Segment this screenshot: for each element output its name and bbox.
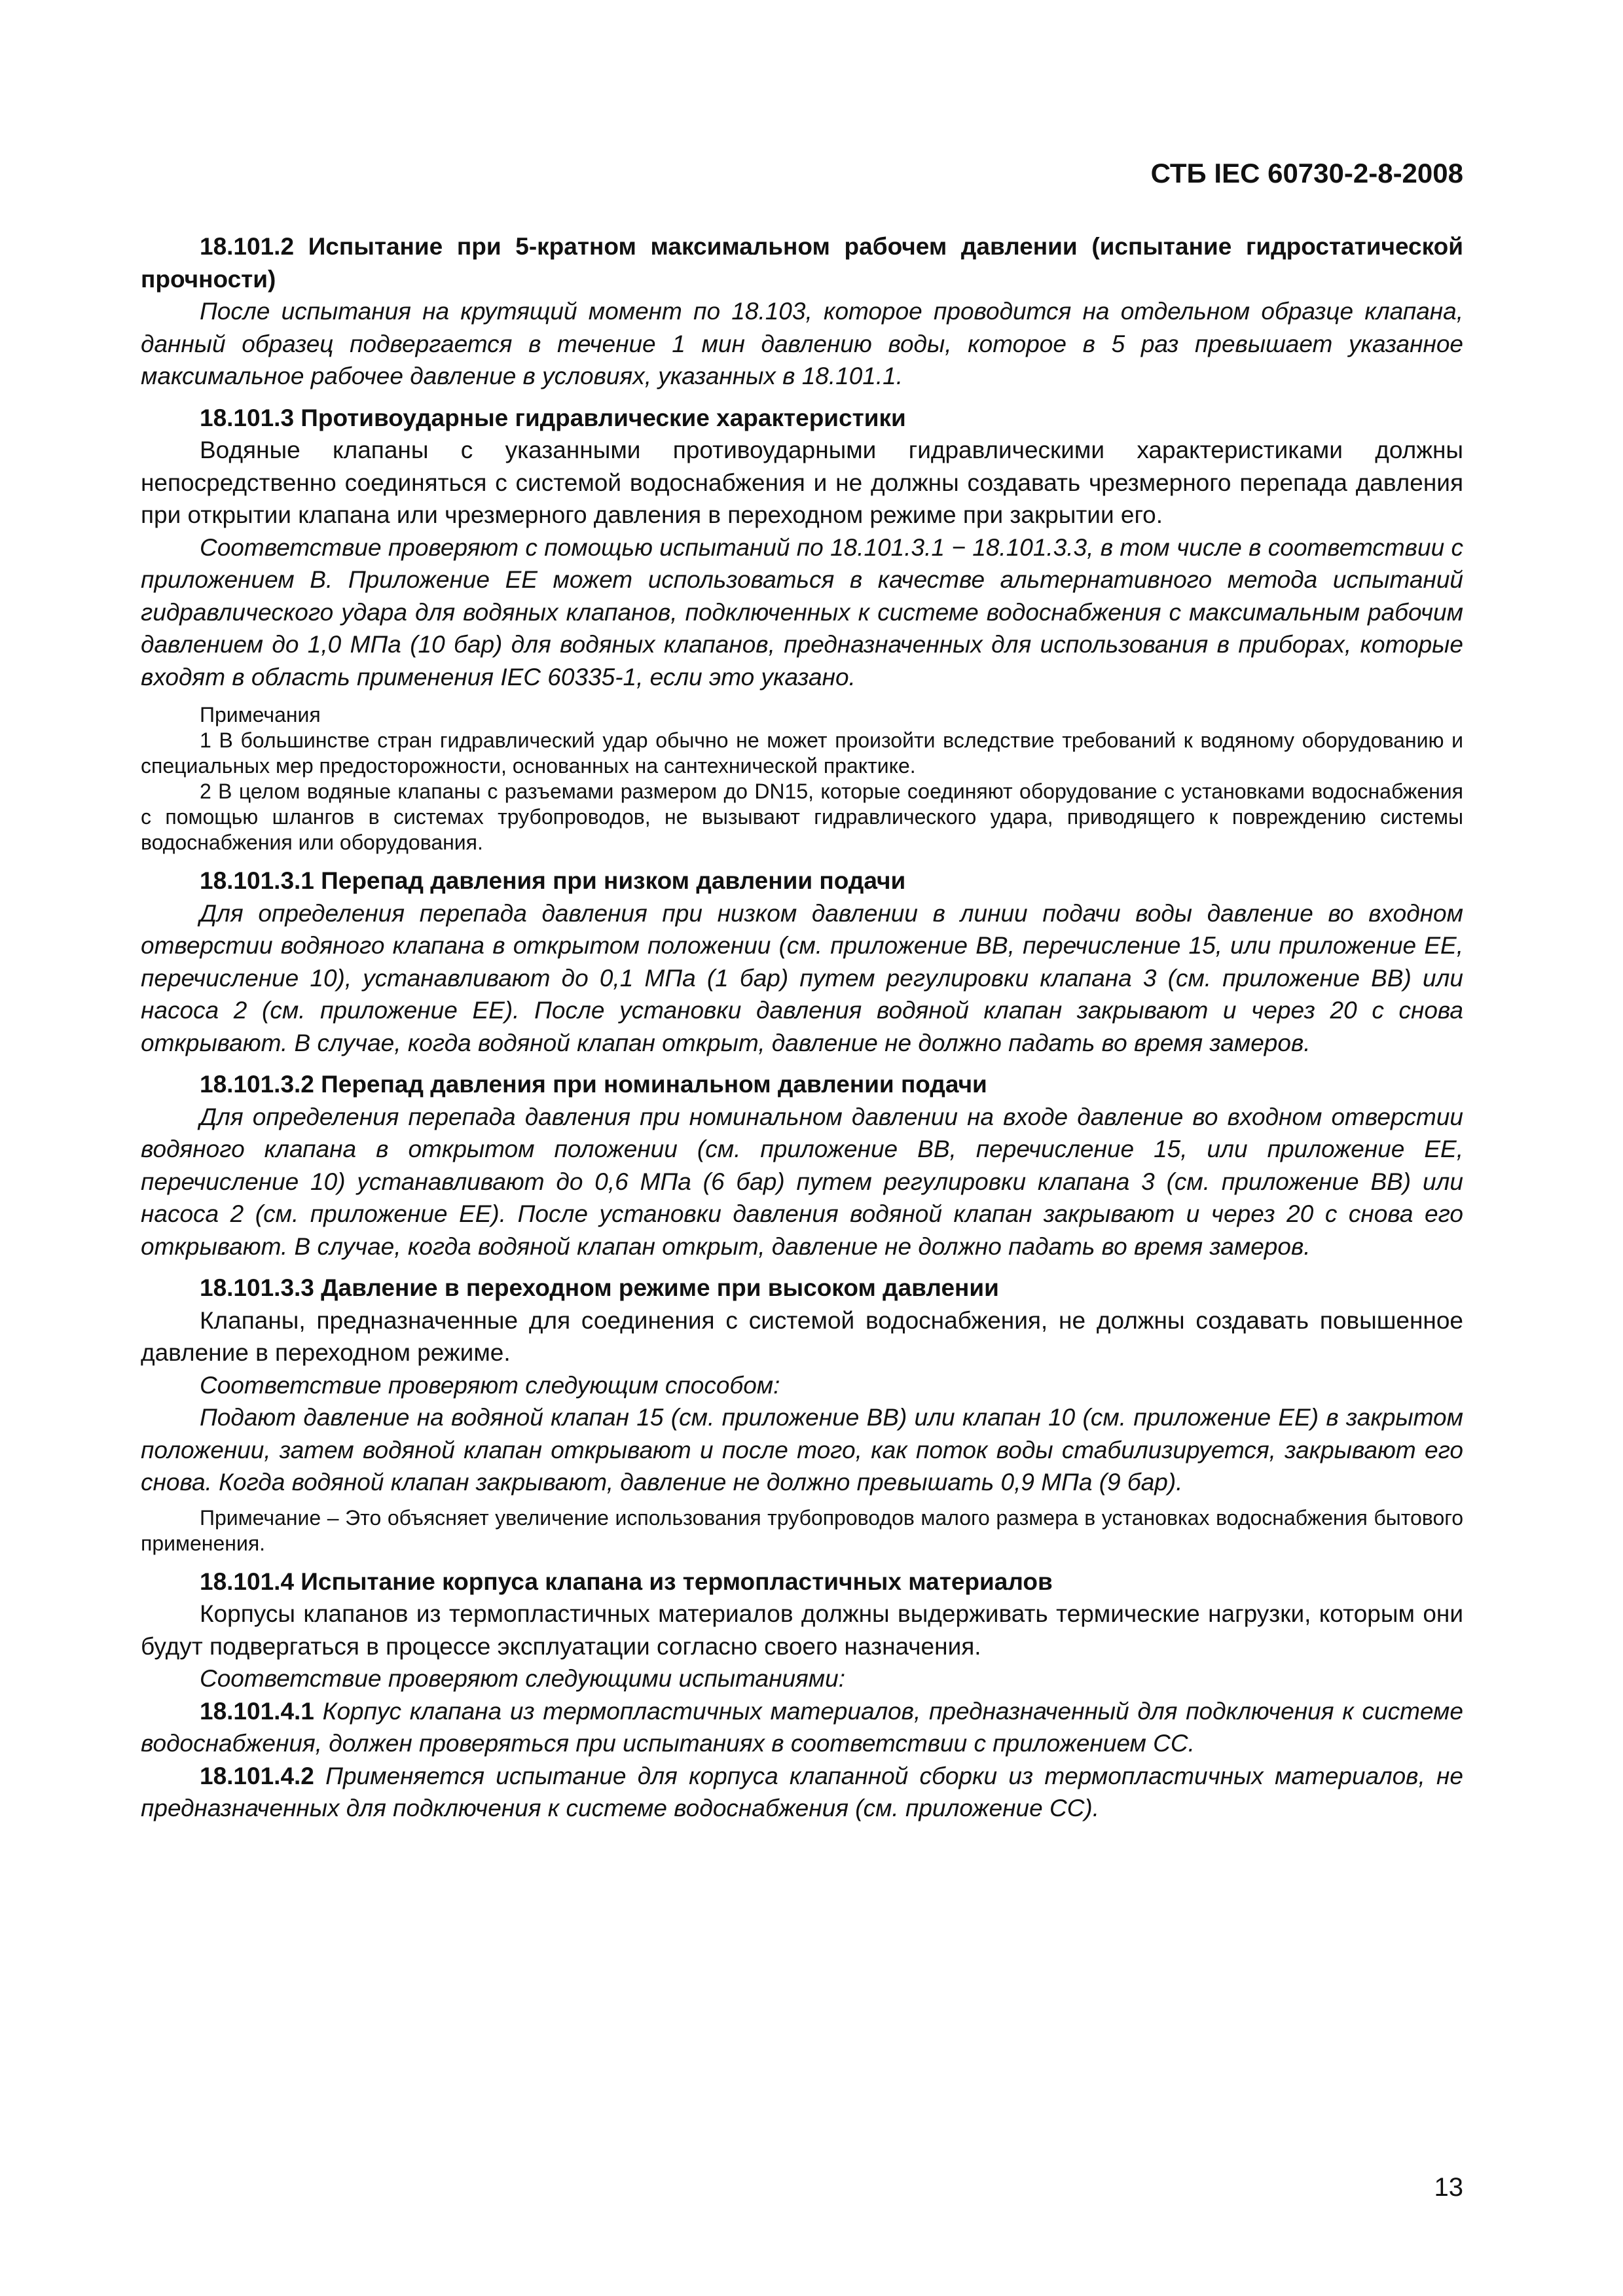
paragraph: Для определения перепада давления при номинальном давлении на входе давление во входном отверстии водяного клапана в открытом положении (см. приложение ВВ, перечисление 15, или приложение ЕЕ, перечисление 10) устанавливают до 0,6 МПа (6 бар) путем регулировки клапана 3 (см. приложение ВВ) или насоса 2 (см. приложение ЕЕ). После установки давления водяной клапан закрывают и через 20 с снова его открывают. В случае, когда водяной клапан открыт, давление не должно падать во время замеров. bbox=[141, 1103, 1463, 1260]
section-heading-18-101-2: 18.101.2 Испытание при 5-кратном максимальном рабочем давлении (испытание гидростатической прочности) bbox=[141, 233, 1463, 293]
section-heading-18-101-4: 18.101.4 Испытание корпуса клапана из термопластичных материалов bbox=[200, 1568, 1053, 1595]
paragraph: Для определения перепада давления при низком давлении в линии подачи воды давление во входном отверстии водяного клапана в открытом положении (см. приложение ВВ, перечисление 15, или приложение ЕЕ, перечисление 10), устанавливают до 0,1 МПа (1 бар) путем регулировки клапана 3 (см. приложение ВВ) или насоса 2 (см. приложение ЕЕ). После установки давления водяной клапан закрывают и через 20 с снова открывают. В случае, когда водяной клапан открыт, давление не должно падать во время замеров. bbox=[141, 899, 1463, 1056]
note-1: 1 В большинстве стран гидравлический удар обычно не может произойти вследствие требований к водяному оборудованию и специальных мер предосторожности, основанных на сантехнической практике. bbox=[141, 728, 1463, 778]
document-page bbox=[141, 0, 1463, 2296]
section-heading-18-101-3: 18.101.3 Противоударные гидравлические характеристики bbox=[200, 404, 906, 431]
paragraph: Соответствие проверяют с помощью испытаний по 18.101.3.1 − 18.101.3.3, в том числе в соответствии с приложением В. Приложение ЕЕ может использоваться в качестве альтернативного метода испытаний гидравлического удара для водяных клапанов, подключенных к системе водоснабжения с максимальным рабочим давлением до 1,0 МПа (10 бар) для водяных клапанов, предназначенных для использования в приборах, которые входят в область применения IEC 60335-1, если это указано. bbox=[141, 533, 1463, 691]
page-content bbox=[141, 230, 1463, 1825]
section-heading-18-101-3-1: 18.101.3.1 Перепад давления при низком давлении подачи bbox=[200, 867, 906, 894]
paragraph: Соответствие проверяют следующими испытаниями: bbox=[200, 1665, 846, 1692]
standard-designation: СТБ IEC 60730-2-8-2008 bbox=[1150, 158, 1463, 188]
paragraph-18-101-4-1 bbox=[141, 1695, 1463, 1760]
notes-title: Примечания bbox=[200, 703, 321, 726]
paragraph-18-101-4-2 bbox=[141, 1760, 1463, 1825]
paragraph: Клапаны, предназначенные для соединения с системой водоснабжения, не должны создавать повышенное давление в переходном режиме. bbox=[141, 1306, 1463, 1366]
section-heading-18-101-3-3: 18.101.3.3 Давление в переходном режиме при высоком давлении bbox=[200, 1274, 999, 1301]
paragraph: Подают давление на водяной клапан 15 (см. приложение ВВ) или клапан 10 (см. приложение ЕЕ) в закрытом положении, затем водяной клапан открывают и после того, как поток воды стабилизируется, закрывают его снова. Когда водяной клапан закрывают, давление не должно превышать 0,9 МПа (9 бар). bbox=[141, 1404, 1463, 1496]
note-2: 2 В целом водяные клапаны с разъемами размером до DN15, которые соединяют оборудование с установками водоснабжения с помощью шлангов в системах трубопроводов, не вызывают гидравлического удара, приводящего к повреждению системы водоснабжения или оборудования. bbox=[141, 780, 1463, 854]
page-number: 13 bbox=[1434, 2173, 1463, 2202]
note: Примечание – Это объясняет увеличение использования трубопроводов малого размера в установках водоснабжения бытового применения. bbox=[141, 1505, 1463, 1555]
paragraph: После испытания на крутящий момент по 18.103, которое проводится на отдельном образце клапана, данный образец подвергается в течение 1 мин давлению воды, которое в 5 раз превышает указанное максимальное рабочее давление в условиях, указанных в 18.101.1. bbox=[141, 298, 1463, 389]
clause-text: Корпус клапана из термопластичных материалов, предназначенный для подключения к системе водоснабжения, должен проверяться при испытаниях в соответствии с приложением СС. bbox=[141, 1697, 1463, 1757]
paragraph: Водяные клапаны с указанными противоударными гидравлическими характеристиками должны непосредственно соединяться с системой водоснабжения и не должны создавать чрезмерного перепада давления при открытии клапана или чрезмерного давления в переходном режиме при закрытии его. bbox=[141, 437, 1463, 528]
clause-text: Применяется испытание для корпуса клапанной сборки из термопластичных материалов, не предназначенных для подключения к системе водоснабжения (см. приложение СС). bbox=[141, 1762, 1463, 1821]
section-heading-18-101-3-2: 18.101.3.2 Перепад давления при номинальном давлении подачи bbox=[200, 1071, 987, 1098]
paragraph: Соответствие проверяют следующим способом: bbox=[200, 1371, 780, 1399]
clause-number: 18.101.4.1 bbox=[200, 1697, 314, 1725]
clause-number: 18.101.4.2 bbox=[200, 1762, 314, 1789]
paragraph: Корпусы клапанов из термопластичных материалов должны выдерживать термические нагрузки, которым они будут подвергаться в процессе эксплуатации согласно своего назначения. bbox=[141, 1600, 1463, 1660]
